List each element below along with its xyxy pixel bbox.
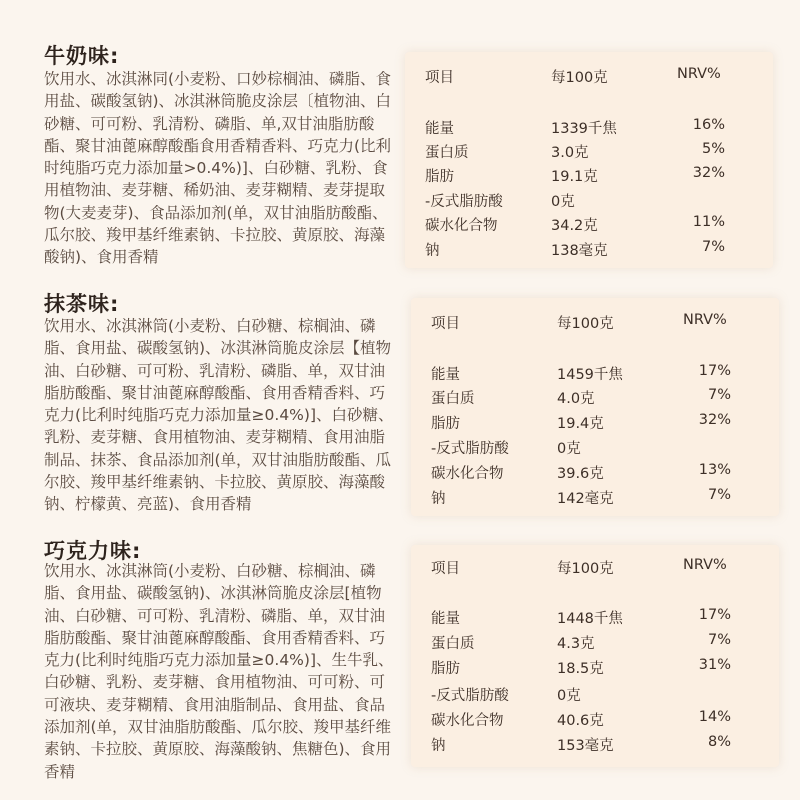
- row-nrv: 17%: [698, 607, 731, 623]
- nutrition-header: [411, 312, 779, 336]
- nutrition-row-trans-fat: [405, 190, 773, 214]
- row-value: 18.5克: [557, 661, 604, 677]
- nutrition-table-chocolate: [411, 545, 779, 767]
- nutrition-row-protein: [411, 387, 779, 411]
- nutrition-header: [405, 66, 773, 90]
- row-value: 1339千焦: [551, 121, 617, 137]
- row-nrv: 16%: [692, 117, 725, 133]
- ingredients-chocolate: 饮用水、冰淇淋筒(小麦粉、白砂糖、棕榈油、磷脂、食用盐、碳酸氢钠)、冰淇淋筒脆皮涂层[植物油、白砂糖、可可粉、乳清粉、磷脂、单，双甘油脂肪酸酯、聚甘油蓖麻醇酸酯、食用香精香料、巧克力(比利时纯脂巧克力添加量≥0.4%)]、生牛乳、白砂糖、乳粉、麦芽糖、食用植物油、可可粉、可可液块、麦芽糊精、食用油脂制品、食用盐、食品添加剂(单，双甘油脂肪酸酯、瓜尔胶、羧甲基纤维素钠、卡拉胶、黄原胶、海藻酸钠、焦糖色)、食用香精: [44, 562, 394, 781]
- row-name: 脂肪: [425, 169, 454, 185]
- row-name: 钠: [425, 243, 440, 259]
- row-name: 脂肪: [431, 661, 460, 677]
- row-value: 4.3克: [557, 636, 595, 652]
- row-nrv: 8%: [707, 734, 731, 750]
- nutrition-row-carbs: [405, 214, 773, 238]
- row-name: 碳水化合物: [431, 466, 504, 482]
- nutrition-row-fat: [411, 412, 779, 436]
- nutrition-table-milk: [405, 52, 773, 268]
- row-name: 蛋白质: [431, 636, 475, 652]
- header-per100: 每100克: [557, 316, 614, 332]
- header-item: 项目: [425, 70, 454, 86]
- flavor-title-chocolate: 巧克力味:: [44, 539, 142, 563]
- row-name: 碳水化合物: [431, 713, 504, 729]
- row-name: 能量: [425, 121, 454, 137]
- row-name: 钠: [431, 738, 446, 754]
- nutrition-header: [411, 557, 779, 581]
- ingredients-matcha: 饮用水、冰淇淋筒(小麦粉、白砂糖、棕榈油、磷脂、食用盐、碳酸氢钠)、冰淇淋筒脆皮涂层【植物油、白砂糖、可可粉、乳清粉、磷脂、单，双甘油脂肪酸酯、聚甘油蓖麻醇酸酯、食用香精香料、巧克力(比利时纯脂巧克力添加量≥0.4%)]、白砂糖、乳粉、麦芽糖、食用植物油、麦芽糊精、食用油脂制品、抹茶、食品添加剂(单，双甘油脂肪酸酯、瓜尔胶、羧甲基纤维素钠、卡拉胶、黄原胶、海藻酸钠、柠檬黄、亮蓝)、食用香精: [44, 317, 394, 514]
- row-nrv: 7%: [701, 239, 725, 255]
- header-item: 项目: [431, 561, 460, 577]
- row-value: 0克: [551, 194, 575, 210]
- row-nrv: 14%: [698, 709, 731, 725]
- row-value: 1459千焦: [557, 367, 623, 383]
- row-value: 19.1克: [551, 169, 598, 185]
- row-value: 19.4克: [557, 416, 604, 432]
- nutrition-row-trans-fat: [411, 437, 779, 461]
- nutrition-row-sodium: [411, 487, 779, 511]
- row-nrv: 17%: [698, 363, 731, 379]
- nutrition-row-protein: [405, 141, 773, 165]
- row-name: 能量: [431, 611, 460, 627]
- row-name: 碳水化合物: [425, 218, 498, 234]
- row-name: 蛋白质: [431, 391, 475, 407]
- row-name: 脂肪: [431, 416, 460, 432]
- row-value: 0克: [557, 688, 581, 704]
- row-value: 40.6克: [557, 713, 604, 729]
- row-name: -反式脂肪酸: [431, 441, 509, 457]
- header-per100: 每100克: [557, 561, 614, 577]
- flavor-title-milk: 牛奶味:: [44, 44, 120, 68]
- row-nrv: 5%: [701, 141, 725, 157]
- row-value: 39.6克: [557, 466, 604, 482]
- row-nrv: 13%: [698, 462, 731, 478]
- ingredients-milk: 饮用水、冰淇淋同(小麦粉、口妙棕榈油、磷脂、食用盐、碳酸氢钠)、冰淇淋筒脆皮涂层〔植物油、白砂糖、可可粉、乳清粉、磷脂、单,双甘油脂肪酸酯、聚甘油蓖麻醇酸酯食用香精香料、巧克力(比利时纯脂巧克力添加量>0.4%)]、白砂糖、乳粉、食用植物油、麦芽糖、稀奶油、麦芽糊精、麦芽提取物(大麦麦芽)、食品添加剂(单，双甘油脂肪酸酯、瓜尔胶、羧甲基纤维素钠、卡拉胶、黄原胶、海藻酸钠)、食用香精: [44, 70, 392, 267]
- row-value: 138毫克: [551, 243, 608, 259]
- nutrition-row-fat: [411, 657, 779, 681]
- row-name: -反式脂肪酸: [425, 194, 503, 210]
- header-per100: 每100克: [551, 70, 608, 86]
- row-name: -反式脂肪酸: [431, 688, 509, 704]
- row-nrv: 7%: [707, 632, 731, 648]
- nutrition-row-fat: [405, 165, 773, 189]
- row-nrv: 11%: [692, 214, 725, 230]
- nutrition-row-sodium: [411, 734, 779, 758]
- row-value: 1448千焦: [557, 611, 623, 627]
- nutrition-row-energy: [411, 607, 779, 631]
- nutrition-row-energy: [405, 117, 773, 141]
- nutrition-row-carbs: [411, 709, 779, 733]
- nutrition-table-matcha: [411, 298, 779, 516]
- nutrition-row-sodium: [405, 239, 773, 263]
- row-value: 153毫克: [557, 738, 614, 754]
- header-nrv: NRV%: [683, 312, 727, 328]
- row-nrv: 32%: [698, 412, 731, 428]
- header-item: 项目: [431, 316, 460, 332]
- row-nrv: 7%: [707, 387, 731, 403]
- row-value: 3.0克: [551, 145, 589, 161]
- row-value: 142毫克: [557, 491, 614, 507]
- row-value: 0克: [557, 441, 581, 457]
- header-nrv: NRV%: [683, 557, 727, 573]
- row-name: 钠: [431, 491, 446, 507]
- row-name: 能量: [431, 367, 460, 383]
- row-name: 蛋白质: [425, 145, 469, 161]
- row-nrv: 31%: [698, 657, 731, 673]
- row-nrv: 32%: [692, 165, 725, 181]
- header-nrv: NRV%: [677, 66, 721, 82]
- row-value: 34.2克: [551, 218, 598, 234]
- nutrition-row-protein: [411, 632, 779, 656]
- row-value: 4.0克: [557, 391, 595, 407]
- nutrition-row-energy: [411, 363, 779, 387]
- nutrition-row-carbs: [411, 462, 779, 486]
- nutrition-row-trans-fat: [411, 684, 779, 708]
- row-nrv: 7%: [707, 487, 731, 503]
- flavor-title-matcha: 抹茶味:: [44, 292, 120, 316]
